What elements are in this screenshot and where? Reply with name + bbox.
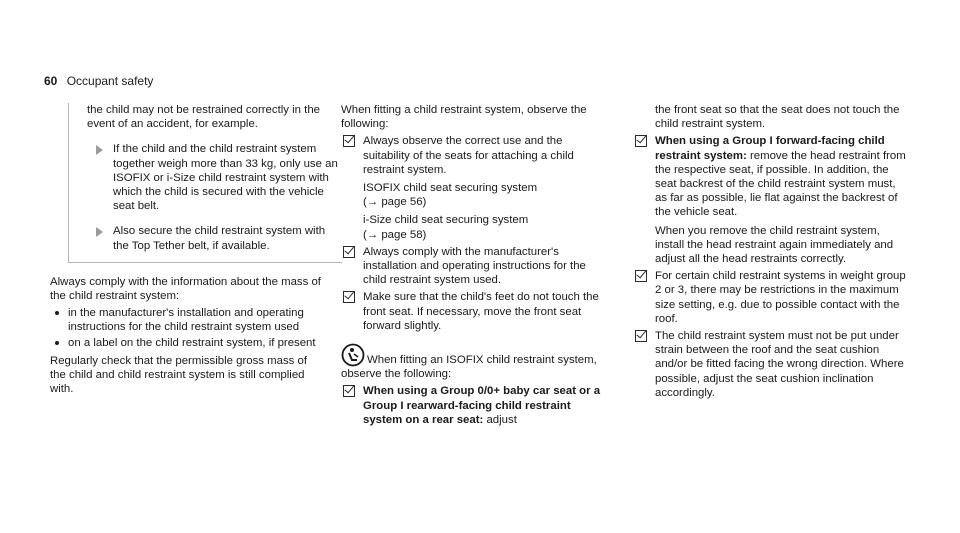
page-header	[44, 74, 153, 88]
check-bold: When using a Group I forward-facing child restraint system:	[655, 135, 885, 162]
check-text: Make sure that the child's feet do not touch the front seat. If necessary, move the front seat forward slightly.	[363, 291, 599, 332]
check-paragraph: When you remove the child restraint system, install the head restraint again immediately and adjust all the head restraints correctly.	[655, 224, 894, 266]
column-1	[50, 103, 338, 396]
isofix-symbol-icon	[341, 343, 365, 367]
check-text: Always observe the correct use and the suitability of the seats for attaching a child restraint system.	[363, 135, 574, 176]
checkbox-check-icon	[343, 291, 355, 303]
intro-paragraph: When fitting a child restraint system, observe the following:	[341, 104, 587, 131]
check-bold: When using a Group 0/0+ baby car seat or a Group I rearward-facing child restraint system on a rear seat:	[363, 385, 601, 426]
check-rest: remove the head restraint from the respective seat, if possible. In addition, the seat backrest of the child restraint system must, as far as possible, lie flat against the backrest of the vehicle seat.	[655, 149, 906, 219]
note-box	[68, 103, 342, 263]
column-3	[633, 103, 908, 400]
isofix-note	[341, 343, 606, 381]
check-text: For certain child restraint systems in weight group 2 or 3, there may be restrictions in the maximum size setting, e.g. due to possible contact with the roof.	[655, 270, 906, 325]
checkbox-check-icon	[635, 135, 647, 147]
checkbox-check-icon	[343, 246, 355, 258]
check-item	[341, 384, 606, 427]
check-item	[341, 134, 606, 241]
section-title: Occupant safety	[66, 74, 154, 88]
check-text: Always comply with the manufacturer's installation and operating instructions for the child restraint system used.	[363, 245, 586, 287]
sub-title: ISOFIX child seat securing system	[363, 182, 538, 195]
check-item	[341, 290, 606, 333]
check-item	[633, 134, 908, 266]
page-ref-link[interactable]: (→ page 58)	[363, 228, 427, 241]
checkbox-check-icon	[635, 270, 647, 282]
check-text	[363, 384, 606, 427]
check-item	[633, 329, 908, 400]
comply-intro: Always comply with the information about the mass of the child restraint system:	[50, 275, 321, 303]
check-rest: adjust	[483, 413, 517, 426]
sub-title: i-Size child seat securing system	[363, 214, 529, 227]
column-2	[341, 103, 606, 427]
note-item	[87, 142, 342, 213]
check-text	[655, 134, 908, 219]
page-number: 60	[44, 74, 58, 88]
checkbox-check-icon	[635, 330, 647, 342]
check-item	[341, 245, 606, 288]
check-item	[633, 269, 908, 326]
checkbox-check-icon	[343, 135, 355, 147]
triangle-arrow-icon	[96, 145, 103, 155]
page-ref-link[interactable]: (→ page 56)	[363, 196, 427, 209]
note-intro: the child may not be restrained correctly in the event of an accident, for example.	[87, 104, 320, 131]
closing-paragraph: Regularly check that the permissible gross mass of the child and child restraint system is still complied with.	[50, 354, 308, 396]
isofix-text: When fitting an ISOFIX child restraint system, observe the following:	[341, 354, 597, 381]
checkbox-check-icon	[343, 385, 355, 397]
continued-text: the front seat so that the seat does not touch the child restraint system.	[655, 104, 900, 131]
note-item	[87, 224, 342, 252]
check-text: The child restraint system must not be put under strain between the roof and the seat cushion and/or be fitted facing the wrong direction. Where possible, adjust the seat cushion inclination accordingly.	[655, 330, 904, 399]
list-item: on a label on the child restraint system, if present	[50, 336, 325, 350]
triangle-arrow-icon	[96, 227, 103, 237]
comply-list	[50, 306, 325, 350]
note-item-text: If the child and the child restraint system together weigh more than 33 kg, only use an ISOFIX or i-Size child restraint system with which the child is secured with the vehicle seat belt.	[113, 143, 338, 213]
list-item: in the manufacturer's installation and operating instructions for the child restraint system used	[50, 306, 325, 334]
note-item-text: Also secure the child restraint system with the Top Tether belt, if available.	[113, 225, 326, 252]
